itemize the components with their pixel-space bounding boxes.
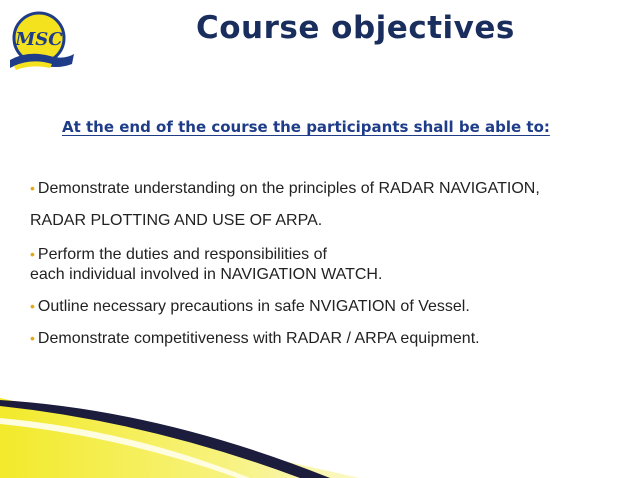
- corner-navy-stripe: [0, 400, 330, 478]
- objective-4-text: Demonstrate competitiveness with RADAR / ARPA equipment.: [37, 330, 480, 347]
- corner-white-stripe: [0, 418, 250, 478]
- objective-3-text: Outline necessary precautions in safe NVIGATION of Vessel.: [37, 298, 470, 315]
- objective-2-line-2: each individual involved in NAVIGATION WATCH.: [30, 266, 383, 283]
- bullet-icon: •: [30, 330, 35, 346]
- bullet-icon: •: [30, 298, 35, 314]
- objective-2-text: Perform the duties and responsibilities of: [37, 246, 327, 263]
- intro-heading: At the end of the course the participants shall be able to:: [62, 118, 550, 136]
- bullet-icon: •: [30, 180, 35, 196]
- objective-4: [30, 330, 480, 348]
- corner-yellow-band: [0, 398, 360, 478]
- objective-1-line-1: [30, 180, 540, 198]
- page-title: Course objectives: [196, 10, 515, 46]
- objective-3: [30, 298, 470, 316]
- objective-2-line-1: [30, 246, 327, 264]
- objective-1-text: Demonstrate understanding on the principles of RADAR NAVIGATION,: [37, 180, 540, 197]
- objective-1-line-2: RADAR PLOTTING AND USE OF ARPA.: [30, 212, 323, 229]
- logo-text: MSC: [15, 29, 63, 50]
- msc-logo: [6, 8, 76, 76]
- bullet-icon: •: [30, 246, 35, 262]
